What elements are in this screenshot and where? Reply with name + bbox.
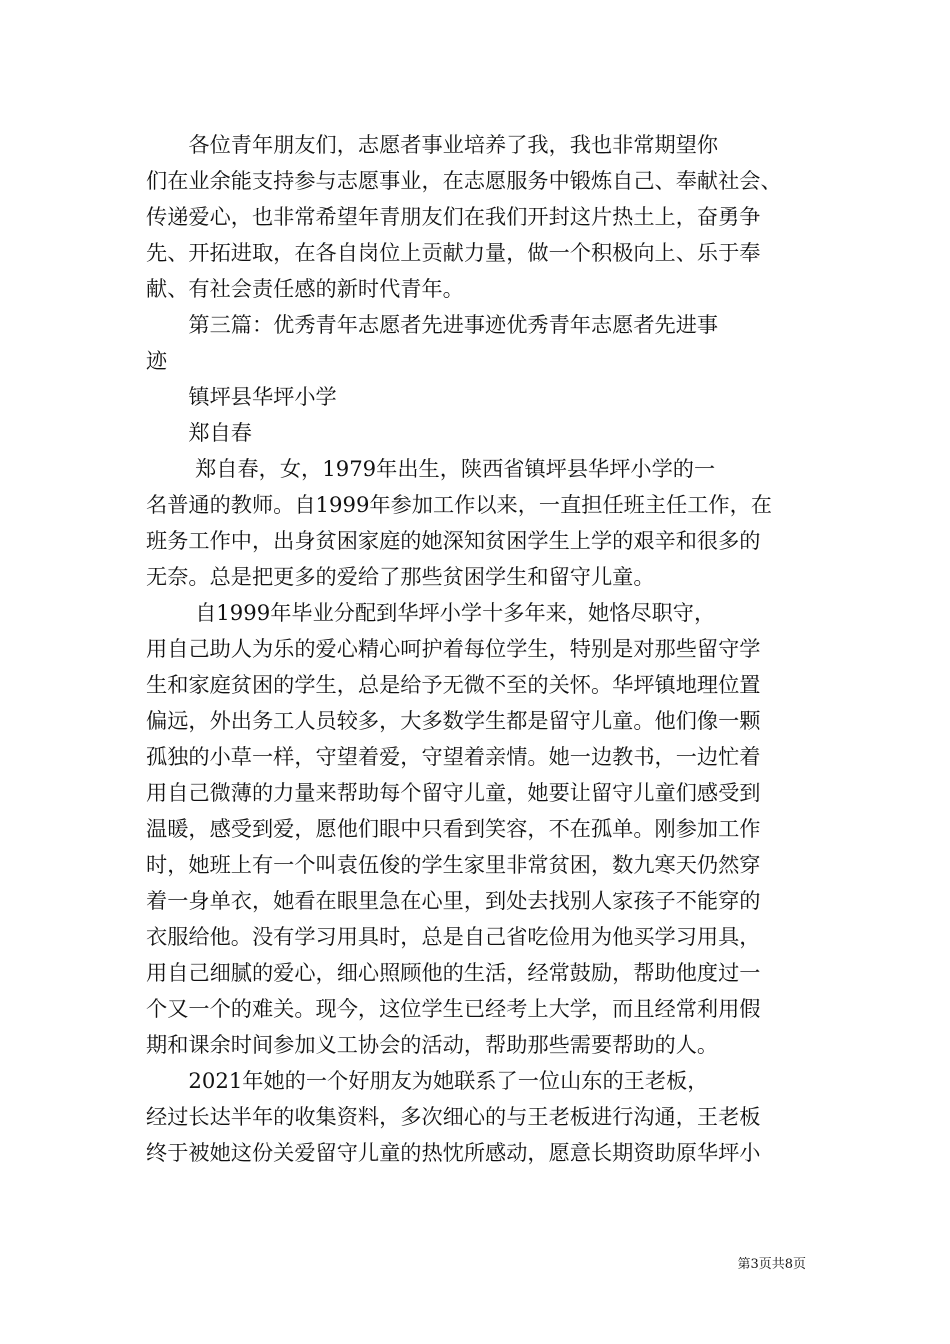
text-line: 孤独的小草一样，守望着爱，守望着亲情。她一边教书，一边忙着 xyxy=(146,744,761,769)
text-line: 生和家庭贫困的学生，总是给予无微不至的关怀。华坪镇地理位置 xyxy=(146,672,761,697)
section-heading: 第三篇：优秀青年志愿者先进事迹优秀青年志愿者先进事 xyxy=(146,312,719,337)
text-line: 着一身单衣，她看在眼里急在心里，到处去找别人家孩子不能穿的 xyxy=(146,888,761,913)
text-line: 终于被她这份关爱留守儿童的热忱所感动，愿意长期资助原华坪小 xyxy=(146,1140,761,1165)
text-line: 自1999年毕业分配到华坪小学十多年来，她恪尽职守， xyxy=(146,600,716,625)
author-name: 郑自春 xyxy=(146,420,252,445)
page-number: 第3页共8页 xyxy=(737,1257,806,1272)
text-line: 经过长达半年的收集资料，多次细心的与王老板进行沟通，王老板 xyxy=(146,1104,761,1129)
text-line: 传递爱心，也非常希望年青朋友们在我们开封这片热土上，奋勇争 xyxy=(146,204,761,229)
text-line: 用自己细腻的爱心，细心照顾他的生活，经常鼓励，帮助他度过一 xyxy=(146,960,761,985)
text-line: 们在业余能支持参与志愿事业，在志愿服务中锻炼自己、奉献社会、 xyxy=(146,168,782,193)
text-line: 无奈。总是把更多的爱给了那些贫困学生和留守儿童。 xyxy=(146,564,655,589)
text-line: 偏远，外出务工人员较多，大多数学生都是留守儿童。他们像一颗 xyxy=(146,708,761,733)
text-line: 个又一个的难关。现今，这位学生已经考上大学，而且经常利用假 xyxy=(146,996,761,1021)
text-line: 时，她班上有一个叫袁伍俊的学生家里非常贫困，数九寒天仍然穿 xyxy=(146,852,761,877)
text-line: 献、有社会责任感的新时代青年。 xyxy=(146,276,464,301)
text-line: 用自己助人为乐的爱心精心呵护着每位学生，特别是对那些留守学 xyxy=(146,636,761,661)
text-line: 期和课余时间参加义工协会的活动，帮助那些需要帮助的人。 xyxy=(146,1032,719,1057)
section-heading: 迹 xyxy=(146,348,168,373)
text-line: 郑自春，女，1979年出生，陕西省镇坪县华坪小学的一 xyxy=(146,456,716,481)
text-line: 名普通的教师。自1999年参加工作以来，一直担任班主任工作，在 xyxy=(146,492,772,517)
text-line: 先、开拓进取，在各自岗位上贡献力量，做一个积极向上、乐于奉 xyxy=(146,240,761,265)
text-line: 衣服给他。没有学习用具时，总是自己省吃俭用为他买学习用具， xyxy=(146,924,761,949)
text-line: 2021年她的一个好朋友为她联系了一位山东的王老板， xyxy=(146,1068,709,1093)
text-line: 用自己微薄的力量来帮助每个留守儿童，她要让留守儿童们感受到 xyxy=(146,780,761,805)
text-line: 班务工作中，出身贫困家庭的她深知贫困学生上学的艰辛和很多的 xyxy=(146,528,761,553)
text-line: 温暖，感受到爱，愿他们眼中只看到笑容，不在孤单。刚参加工作 xyxy=(146,816,761,841)
text-line: 各位青年朋友们，志愿者事业培养了我，我也非常期望你 xyxy=(146,132,719,157)
school-name: 镇坪县华坪小学 xyxy=(146,384,337,409)
